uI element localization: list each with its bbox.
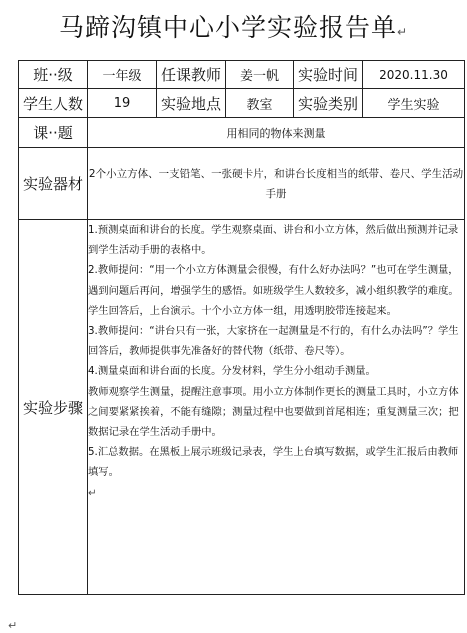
steps-row: [19, 220, 465, 595]
step-item: 1.预测桌面和讲台的长度。学生观察桌面、讲台和小立方体，然后做出预测并记录到学生活动手册的表格中。: [88, 224, 459, 257]
steps-label: 实验步骤: [19, 220, 88, 595]
students-value[interactable]: 19: [88, 89, 157, 118]
step-item: 5.汇总数据。在黑板上展示班级记录表，学生上台填写数据，或学生汇报后由教师填写。: [88, 446, 459, 479]
time-value[interactable]: 2020.11.30: [363, 61, 465, 89]
place-label: 实验地点: [157, 89, 226, 118]
class-label: 班··级: [19, 61, 88, 89]
topic-row: [19, 118, 465, 148]
equipment-label: 实验器材: [19, 148, 88, 220]
equipment-row: [19, 148, 465, 220]
step-item: 4.测量桌面和讲台面的长度。分发材料，学生分小组动手测量。: [88, 365, 376, 378]
category-label: 实验类别: [294, 89, 363, 118]
equipment-value[interactable]: 2个小立方体、一支铅笔、一张硬卡片，和讲台长度相当的纸带、卷尺、学生活动手册: [88, 148, 465, 220]
step-item: 2.教师提问：“用一个小立方体测量会很慢，有什么好办法吗？”也可在学生测量，遇到问题后再问，增强学生的感悟。如班级学生人数较多，减小组织教学的难度。学生回答后，上台演示。十个小立方体一组，用透明胶带连接起来。: [88, 264, 459, 317]
category-value[interactable]: 学生实验: [363, 89, 465, 118]
topic-label: 课··题: [19, 118, 88, 148]
steps-content[interactable]: [88, 220, 465, 595]
students-label: 学生人数: [19, 89, 88, 118]
teacher-label: 任课教师: [157, 61, 226, 89]
report-table: [18, 60, 465, 595]
step-item: 教师观察学生测量，提醒注意事项。用小立方体制作更长的测量工具时，小立方体之间要紧紧挨着，不能有缝隙；测量过程中也要做到首尾相连；重复测量三次；把数据记录在学生活动手册中。: [88, 385, 459, 439]
time-label: 实验时间: [294, 61, 363, 89]
place-value[interactable]: 教室: [226, 89, 294, 118]
report-title-text: 马蹄沟镇中心小学实验报告单: [58, 13, 397, 42]
paragraph-mark: ↵: [396, 25, 409, 39]
class-value[interactable]: 一年级: [88, 61, 157, 89]
document-end-mark: ↵: [8, 619, 18, 632]
report-title: [0, 8, 467, 44]
step-item: 3.教师提问：“讲台只有一张，大家挤在一起测量是不行的，有什么办法吗”？学生回答后，教师提供事先准备好的替代物（纸带、卷尺等）。: [88, 325, 459, 358]
teacher-value[interactable]: 姜一帆: [226, 61, 294, 89]
info-row-2: [19, 89, 465, 118]
info-row-1: [19, 61, 465, 89]
topic-value[interactable]: 用相同的物体来测量: [88, 118, 465, 148]
step-end-mark: ↵: [88, 486, 97, 499]
